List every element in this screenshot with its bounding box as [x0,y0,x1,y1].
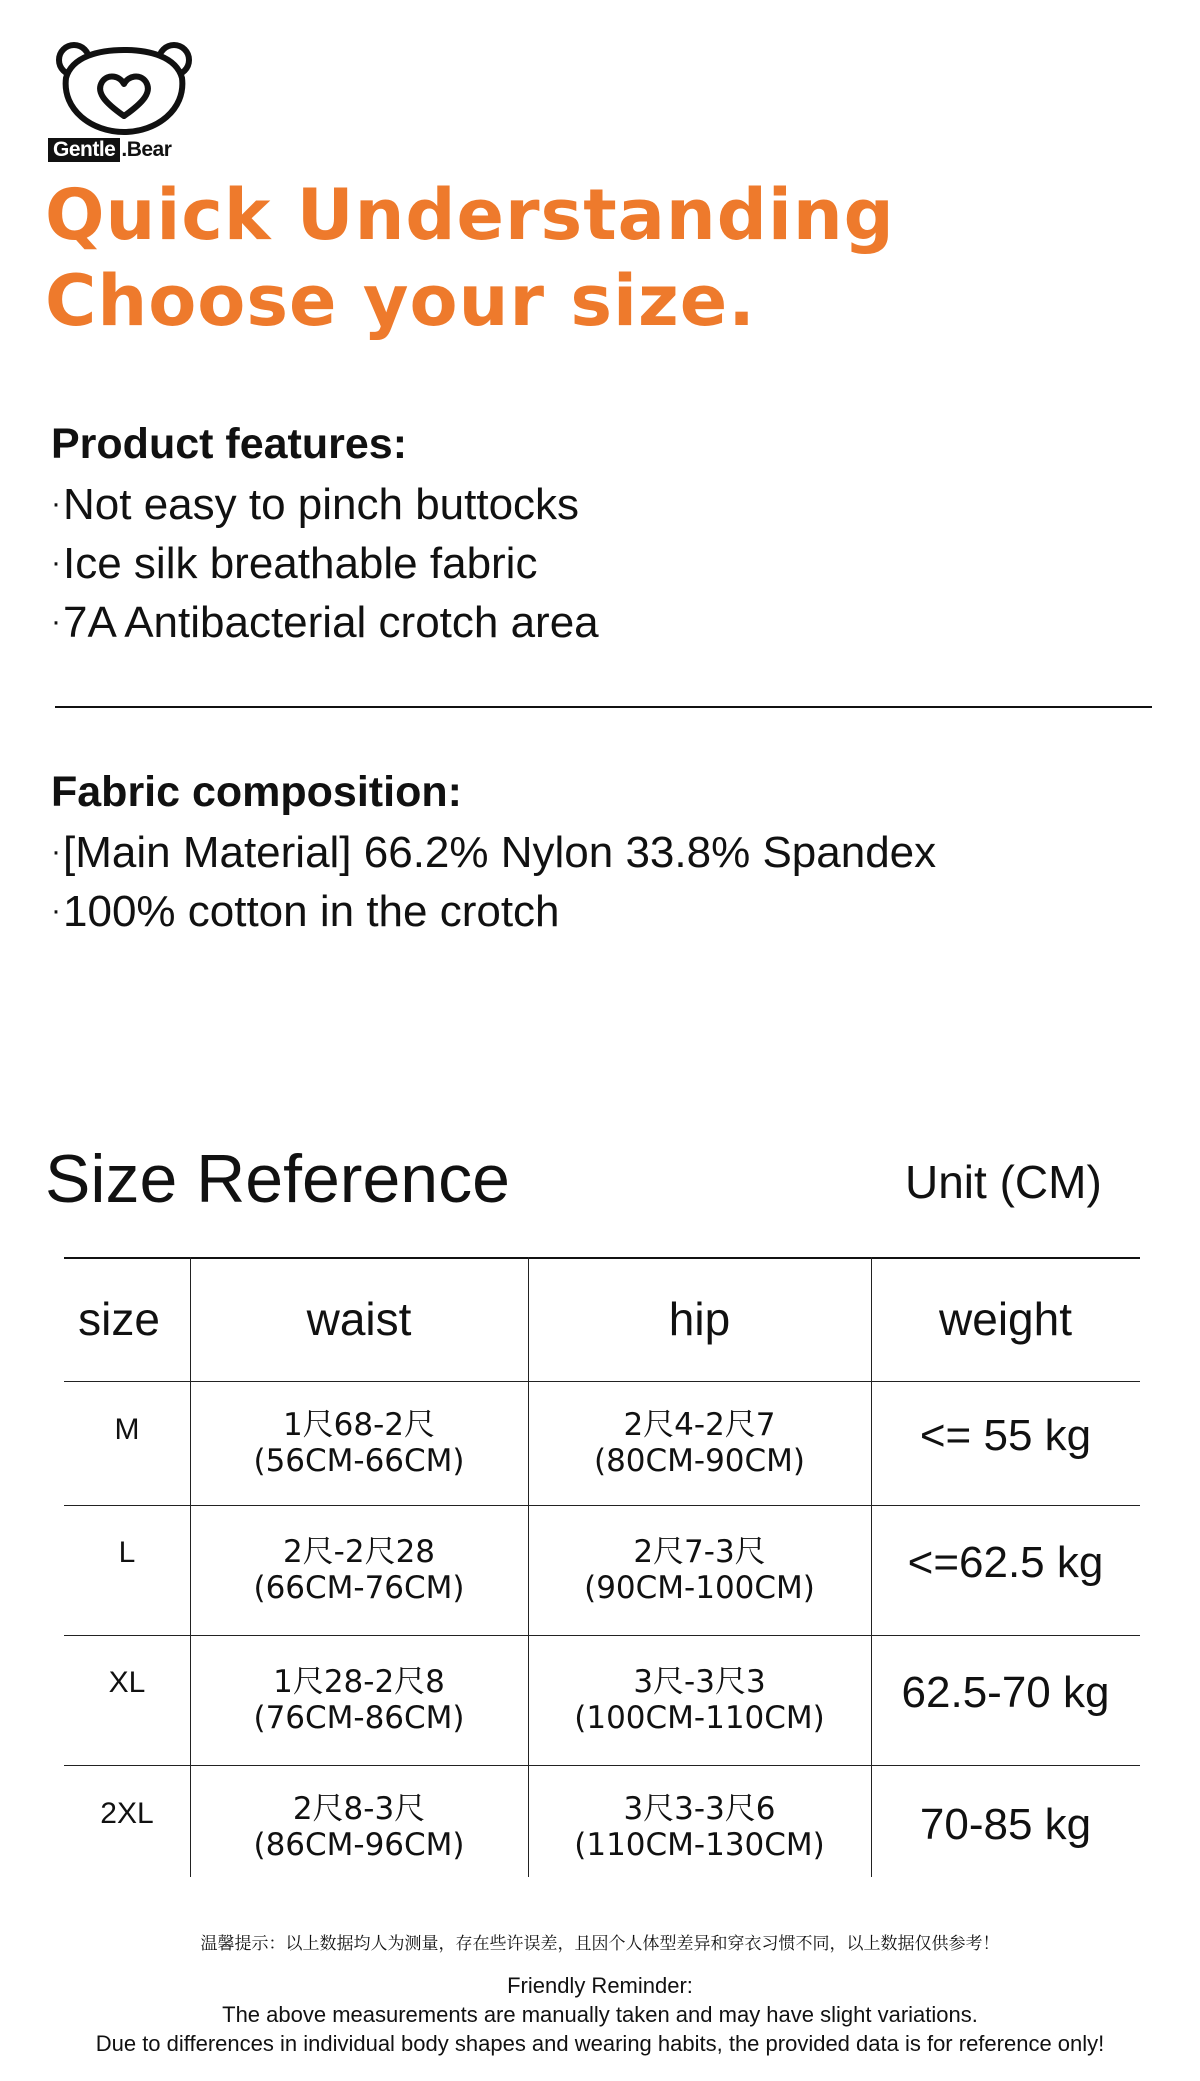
bear-head-icon [52,40,196,136]
table-cell-hip: 3尺-3尺3 (100CM-110CM) [574,1664,825,1736]
brand-wordmark [48,138,171,162]
brand-logo [48,40,198,162]
table-cell-weight: <= 55 kg [919,1411,1092,1460]
table-cell-size: M [114,1413,140,1446]
fabric-item: ·[Main Material] 66.2% Nylon 33.8% Spandex [51,828,937,877]
features-title: Product features: [51,420,408,468]
header-waist: waist [306,1293,412,1345]
table-cell-hip: 3尺3-3尺6 (110CM-130CM) [574,1791,825,1863]
unit-label: Unit (CM) [905,1156,1102,1208]
size-table [64,1257,1140,1877]
brand-word-gentle: Gentle [48,138,120,162]
header-size: size [78,1293,160,1345]
table-cell-waist: 2尺-2尺28 (66CM-76CM) [253,1534,465,1606]
header-weight: weight [939,1293,1072,1345]
fabric-item: ·100% cotton in the crotch [51,887,560,936]
feature-item: ·Not easy to pinch buttocks [51,480,580,529]
table-cell-waist: 1尺68-2尺 (56CM-66CM) [253,1407,465,1479]
table-cell-size: L [118,1536,136,1569]
footer-reminder-line-2: Due to differences in individual body shapes and wearing habits, the provided data is for reference only! [95,2031,1105,2056]
table-cell-weight: 62.5-70 kg [901,1668,1110,1717]
feature-item: ·Ice silk breathable fabric [51,539,538,588]
feature-item: ·7A Antibacterial crotch area [51,598,599,647]
table-cell-size: XL [108,1666,146,1699]
headline [45,172,895,344]
size-reference-title: Size Reference [45,1141,510,1217]
brand-word-bear: .Bear [121,138,172,161]
features-list [51,475,599,652]
table-cell-waist: 1尺28-2尺8 (76CM-86CM) [253,1664,465,1736]
footer-note-cn: 温馨提示：以上数据均人为测量，存在些许误差，且因个人体型差异和穿衣习惯不同，以上数据仅供参考！ [200,1934,1000,1954]
section-divider [55,706,1152,708]
header-hip: hip [668,1293,731,1345]
table-cell-size: 2XL [100,1797,154,1830]
fabric-list [51,823,936,941]
headline-line-1: Quick Understanding [45,174,895,256]
table-cell-weight: <=62.5 kg [907,1538,1104,1587]
table-cell-waist: 2尺8-3尺 (86CM-96CM) [253,1791,465,1863]
table-cell-hip: 2尺7-3尺 (90CM-100CM) [584,1534,815,1606]
footer-reminder-title: Friendly Reminder: [507,1973,693,1998]
table-cell-weight: 70-85 kg [919,1800,1092,1849]
headline-line-2: Choose your size. [45,260,756,342]
table-cell-hip: 2尺4-2尺7 (80CM-90CM) [593,1407,806,1479]
footer-reminder-line-1: The above measurements are manually taken and may have slight variations. [222,2002,978,2027]
fabric-title: Fabric composition: [51,768,462,816]
